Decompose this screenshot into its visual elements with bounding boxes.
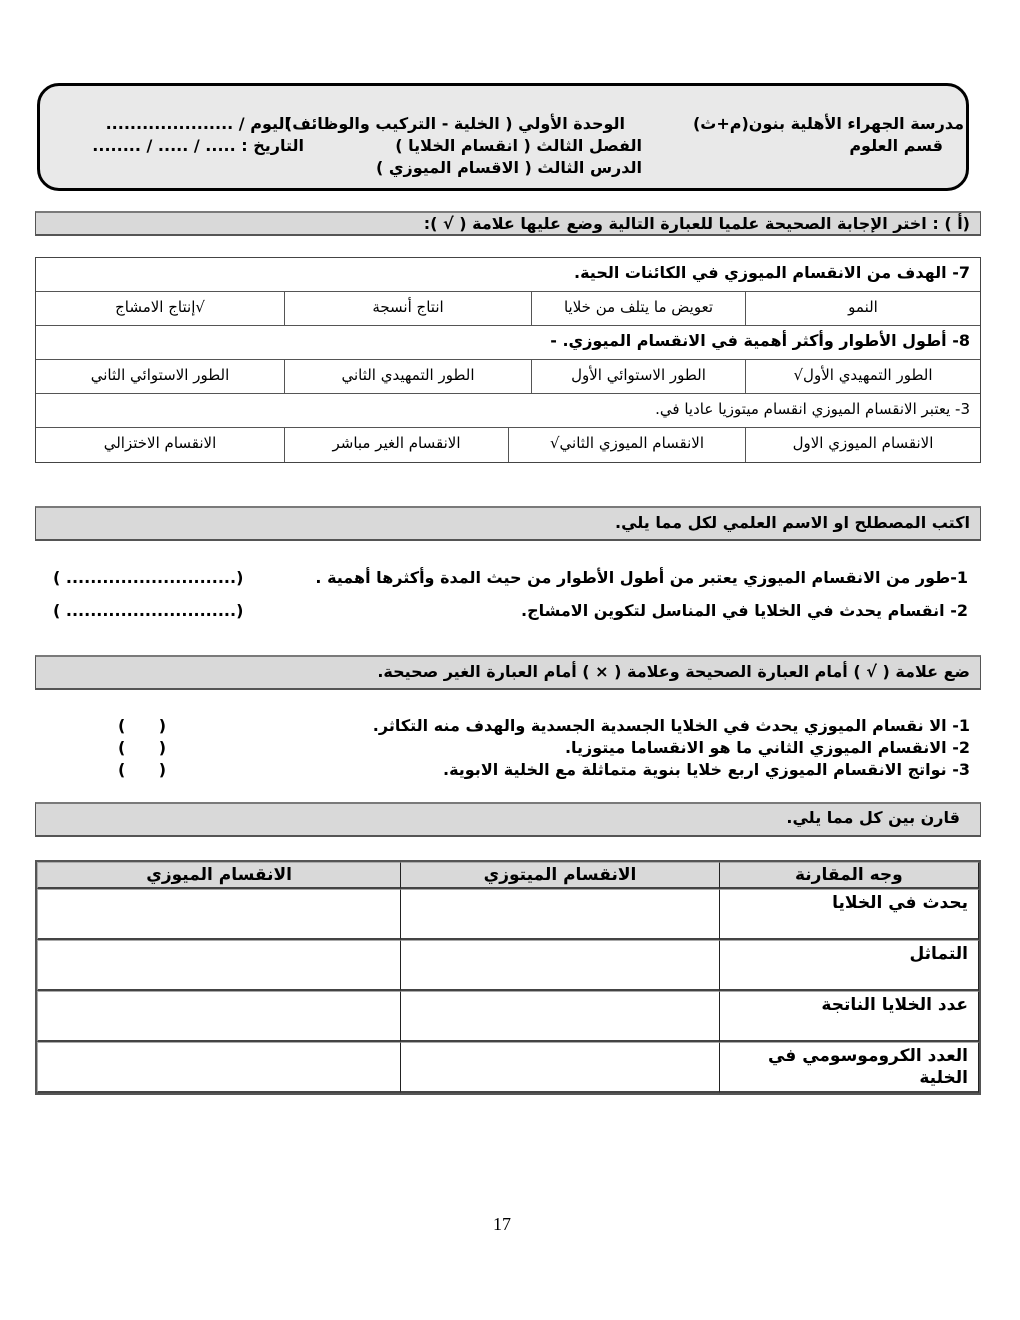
tf-answer-2[interactable]: ( ) xyxy=(118,738,167,757)
options-row xyxy=(36,292,980,326)
department-name: قسم العلوم xyxy=(849,136,943,155)
section-terms-title: اكتب المصطلح او الاسم العلمي لكل مما يلي. xyxy=(35,506,981,541)
tf-item-2: 2- الانقسام الميوزي الثاني ما هو الانقساما ميتوزيا. xyxy=(564,738,970,757)
page-number: 17 xyxy=(493,1214,511,1234)
compare-row xyxy=(37,1042,979,1093)
tf-item-1: 1- الا نقسام الميوزي يحدث في الخلايا الجسدية الجسدية والهدف منه التكاثر. xyxy=(372,716,970,735)
section-tf-title: ضع علامة ( √ ) أمام العبارة الصحيحة وعلامة ( × ) أمام العبارة الغير صحيحة. xyxy=(35,655,981,690)
term-answer-1[interactable]: ( ............................) xyxy=(53,568,244,587)
option-cell[interactable]: الانقسام الاختزالي xyxy=(103,434,217,452)
option-cell[interactable]: الطور التمهيدي الأول√ xyxy=(745,360,980,393)
compare-aspect: يحدث في الخلايا xyxy=(720,889,979,940)
mitosis-answer-cell[interactable] xyxy=(401,1042,720,1093)
term-item-2: 2- انقسام يحدث في الخلايا في المناسل لتكوين الامشاج. xyxy=(521,601,968,620)
compare-header-row xyxy=(37,862,979,889)
options-row xyxy=(36,360,980,394)
section-compare-title: قارن بين كل مما يلي. xyxy=(35,802,981,837)
tf-item-3: 3- نواتج الانقسام الميوزي اربع خلايا بنوية متماثلة مع الخلية الابوية. xyxy=(442,760,970,779)
term-answer-2[interactable]: ( ............................) xyxy=(53,601,244,620)
option-cell[interactable]: √إنتاج الامشاج xyxy=(115,298,205,316)
chapter-title: الفصل الثالث ( انقسام الخلايا ) xyxy=(395,136,642,155)
compare-aspect: التماثل xyxy=(720,940,979,991)
option-cell[interactable]: النمو xyxy=(745,292,980,325)
mitosis-answer-cell[interactable] xyxy=(401,991,720,1042)
unit-title: الوحدة الأولي ( الخلية - التركيب والوظائف) xyxy=(284,114,625,133)
option-cell[interactable]: الانقسام الميوزي الثاني√ xyxy=(508,428,745,462)
meiosis-answer-cell[interactable] xyxy=(37,1042,401,1093)
options-row xyxy=(36,428,980,462)
tf-answer-3[interactable]: ( ) xyxy=(118,760,167,779)
meiosis-answer-cell[interactable] xyxy=(37,991,401,1042)
option-cell[interactable]: الانقسام الميوزي الاول xyxy=(745,428,980,462)
compare-header: الانقسام الميتوزي xyxy=(401,862,720,889)
question-row: 3- يعتبر الانقسام الميوزي انقسام ميتوزيا عاديا في. xyxy=(36,394,980,428)
school-name: مدرسة الجهراء الأهلية بنون(م+ث) xyxy=(692,114,964,133)
question-row: 8- أطول الأطوار وأكثر أهمية في الانقسام الميوزي. - xyxy=(36,326,980,360)
mitosis-answer-cell[interactable] xyxy=(401,889,720,940)
question-row: 7- الهدف من الانقسام الميوزي في الكائنات الحية. xyxy=(36,258,980,292)
option-cell[interactable]: الطور الاستوائي الثاني xyxy=(90,366,230,384)
compare-row xyxy=(37,991,979,1042)
option-cell[interactable]: الطور الاستوائي الأول xyxy=(531,360,745,393)
lesson-title: الدرس الثالث ( الاقسام الميوزي ) xyxy=(375,158,642,177)
term-item-1: 1-طور من الانقسام الميوزي يعتبر من أطول الأطوار من حيث المدة وأكثرها أهمية . xyxy=(315,568,968,587)
option-cell[interactable]: تعويض ما يتلف من خلايا xyxy=(531,292,745,325)
compare-row xyxy=(37,889,979,940)
tf-answer-1[interactable]: ( ) xyxy=(118,716,167,735)
section-a-title: (أ ) : اختر الإجابة الصحيحة علميا للعبارة التالية وضع عليها علامة ( √ ): xyxy=(35,211,981,236)
meiosis-answer-cell[interactable] xyxy=(37,940,401,991)
compare-aspect: عدد الخلايا الناتجة xyxy=(720,991,979,1042)
compare-row xyxy=(37,940,979,991)
compare-table xyxy=(35,860,981,1095)
option-cell[interactable]: انتاج أنسجة xyxy=(284,292,531,325)
day-field[interactable]: اليوم / ..................... xyxy=(105,114,290,133)
mitosis-answer-cell[interactable] xyxy=(401,940,720,991)
compare-header: وجه المقارنة xyxy=(720,862,979,889)
compare-aspect: العدد الكروموسومي في الخلية xyxy=(720,1042,979,1093)
mcq-table xyxy=(35,257,981,463)
option-cell[interactable]: الطور التمهيدي الثاني xyxy=(284,360,531,393)
meiosis-answer-cell[interactable] xyxy=(37,889,401,940)
date-field[interactable]: التاريخ : ..... / ..... / ........ xyxy=(92,136,304,155)
option-cell[interactable]: الانقسام الغير مباشر xyxy=(284,428,508,462)
compare-header: الانقسام الميوزي xyxy=(37,862,401,889)
